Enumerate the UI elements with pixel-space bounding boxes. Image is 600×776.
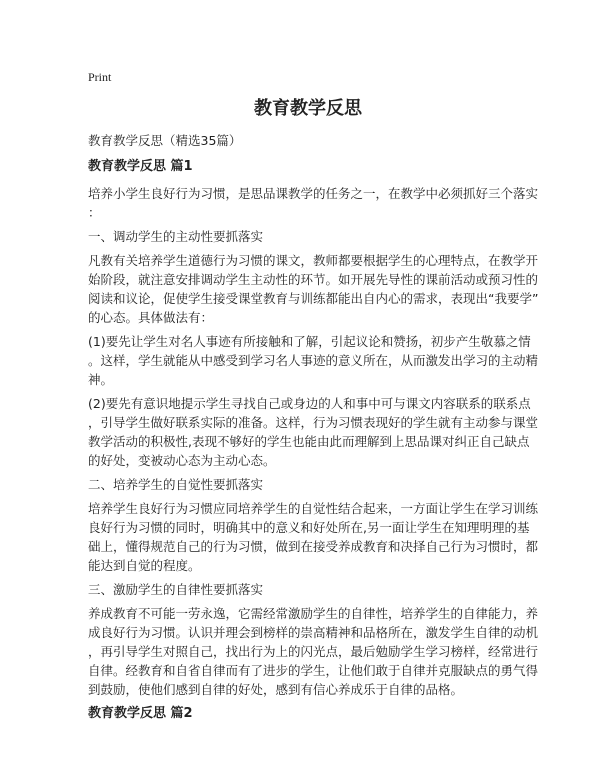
text-line: 二、培养学生的自觉性要抓落实 bbox=[88, 477, 264, 492]
document-subtitle: 教育教学反思（精选35篇） bbox=[88, 133, 242, 148]
text-line: ： bbox=[88, 205, 101, 220]
text-line: 的心态。具体做法有： bbox=[88, 310, 214, 325]
text-line: 到鼓励，使他们感到自律的好处，感到有信心养成乐于自律的品格。 bbox=[88, 682, 464, 697]
paragraph bbox=[88, 604, 539, 699]
text-line: 三、激励学生的自律性要抓落实 bbox=[88, 582, 264, 597]
text-line: 阅读和议论，促使学生接受课堂教育与训练都能出自内心的需求，表现出“我要学” bbox=[88, 291, 539, 306]
text-line: ，引导学生做好联系实际的准备。这样，行为习惯表现好的学生就有主动参与课堂 bbox=[88, 415, 539, 430]
paragraph bbox=[88, 184, 539, 222]
paragraph bbox=[88, 394, 539, 470]
paragraph bbox=[88, 580, 528, 599]
text-line: 神。 bbox=[88, 372, 114, 387]
text-line: (1)要先让学生对名人事迹有所接触和了解，引起议论和赞扬，初步产生敬慕之情 bbox=[88, 334, 531, 349]
text-line: 的好处，变被动心态为主动心态。 bbox=[88, 453, 276, 468]
section-1-body bbox=[88, 184, 539, 699]
text-line: ，再引导学生对照自己，找出行为上的闪光点，最后勉励学生学习榜样，经常进行 bbox=[88, 644, 539, 659]
text-line: 培养小学生良好行为习惯，是思品课教学的任务之一，在教学中必须抓好三个落实 bbox=[88, 186, 539, 201]
text-line: 能达到自觉的程度。 bbox=[88, 558, 201, 573]
paragraph bbox=[88, 475, 528, 494]
paragraph bbox=[88, 227, 528, 246]
paragraph bbox=[88, 499, 539, 575]
text-line: 始阶段，就注意安排调动学生主动性的环节。如开展先导性的课前活动或预习性的 bbox=[88, 272, 539, 287]
text-line: (2)要先有意识地提示学生寻找自己或身边的人和事中可与课文内容联系的联系点 bbox=[88, 396, 531, 411]
paragraph bbox=[88, 332, 539, 389]
text-line: 养成教育不可能一劳永逸，它需经常激励学生的自律性，培养学生的自律能力，养 bbox=[88, 606, 539, 621]
paragraph bbox=[88, 251, 539, 327]
section-heading-1: 教育教学反思 篇1 bbox=[88, 159, 193, 174]
text-line: 成良好行为习惯。认识并理会到榜样的崇高精神和品格所在，激发学生自律的动机 bbox=[88, 625, 539, 640]
text-line: 良好行为习惯的同时，明确其中的意义和好处所在,另一面让学生在知理明理的基 bbox=[88, 520, 530, 535]
text-line: 。这样，学生就能从中感受到学习名人事迹的意义所在，从而激发出学习的主动精 bbox=[88, 353, 539, 368]
print-label: Print bbox=[88, 70, 112, 84]
text-line: 凡教有关培养学生道德行为习惯的课文，教师都要根据学生的心理特点，在教学开 bbox=[88, 253, 539, 268]
text-line: 一、调动学生的主动性要抓落实 bbox=[88, 229, 264, 244]
text-line: 础上，懂得规范自己的行为习惯，做到在接受养成教育和决择自己行为习惯时，都 bbox=[88, 539, 539, 554]
document-page bbox=[88, 70, 539, 731]
section-heading-2: 教育教学反思 篇2 bbox=[88, 706, 193, 721]
text-line: 培养学生良好行为习惯应同培养学生的自觉性结合起来，一方面让学生在学习训练 bbox=[88, 501, 539, 516]
text-line: 教学活动的积极性,表现不够好的学生也能由此而理解到上思品课对纠正自己缺点 bbox=[88, 434, 530, 449]
document-title: 教育教学反思 bbox=[254, 98, 362, 119]
text-line: 自律。经教育和自省自律而有了进步的学生，让他们敢于自律并克服缺点的勇气得 bbox=[88, 663, 539, 678]
